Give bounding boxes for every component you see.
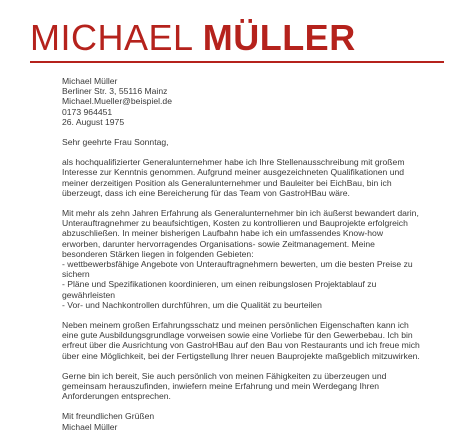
text-line: Neben meinem großen Erfahrungsschatz und meinen persönlichen Eigenschaften kann ich bbox=[62, 320, 409, 331]
letterhead-name bbox=[30, 18, 356, 58]
bullet-line: gewährleisten bbox=[62, 289, 116, 300]
sender-line: Michael Müller bbox=[62, 76, 118, 86]
header-divider bbox=[30, 61, 444, 63]
first-name: MICHAEL bbox=[30, 17, 193, 58]
signature-name: Michael Müller bbox=[62, 421, 118, 432]
bullet-line: - wettbewerbsfähige Angebote von Unterauftragnehmern bewerten, um die besten Preise zu bbox=[62, 259, 413, 270]
text-line: Interesse zur Kenntnis genommen. Aufgrund meiner ausgezeichneten Qualifikationen und bbox=[62, 167, 405, 178]
text-line: erfreut über die Ausrichtung von GastroHBau auf den Bau von Restaurants und ich freue mich bbox=[62, 340, 420, 351]
paragraph-interview bbox=[62, 371, 452, 402]
bullet-line: sichern bbox=[62, 269, 90, 280]
text-line: überzeugt, dass ich eine Bereicherung für das Team von GastroHBau wäre. bbox=[62, 187, 350, 198]
letter-date: 26. August 1975 bbox=[62, 116, 125, 127]
paragraph-intro bbox=[62, 157, 452, 198]
text-line: Gerne bin ich bereit, Sie auch persönlich von meinen Fähigkeiten zu überzeugen und bbox=[62, 370, 387, 381]
letter-body bbox=[62, 76, 452, 432]
sender-line: Berliner Str. 3, 55116 Mainz bbox=[62, 86, 168, 97]
text-line: als hochqualifizierter Generalunternehmer habe ich Ihre Stellenausschreibung mit großem bbox=[62, 157, 405, 168]
text-line: eine gute Ausbildungsgrundlage vorweisen sowie eine Vorliebe für den Gewerbebau. Ich bin bbox=[62, 330, 413, 341]
bullet-line: - Pläne und Spezifikationen koordinieren, um einen reibungslosen Projektablauf zu bbox=[62, 279, 377, 290]
sender-phone: 0173 964451 bbox=[62, 106, 113, 117]
text-line: abzuschließen. In meiner bisherigen Laufbahn habe ich ein umfassendes Know-how bbox=[62, 228, 384, 239]
closing bbox=[62, 411, 452, 431]
paragraph-qualities bbox=[62, 320, 452, 361]
text-line: erworben, darunter hervorragendes Organisations- sowie Zeitmanagement. Meine bbox=[62, 238, 375, 249]
text-line: über eine Möglichkeit, bei der Fertigstellung Ihrer neuen Bauprojekte maßgeblich mitzuwirken. bbox=[62, 350, 420, 361]
salutation: Sehr geehrte Frau Sonntag, bbox=[62, 137, 169, 148]
bullet-line: - Vor- und Nachkontrollen durchführen, um die Qualität zu beurteilen bbox=[62, 299, 322, 310]
text-line: gemeinsam herauszufinden, inwiefern meine Erfahrung und mein Werdegang Ihren bbox=[62, 381, 380, 392]
text-line: besonderen Stärken liegen in folgenden Gebieten: bbox=[62, 248, 254, 259]
sender-email: Michael.Mueller@beispiel.de bbox=[62, 96, 172, 107]
sender-address bbox=[62, 76, 452, 127]
closing-phrase: Mit freundlichen Grüßen bbox=[62, 411, 155, 422]
paragraph-experience bbox=[62, 208, 452, 310]
text-line: Unterauftragnehmer zu beaufsichtigen, Kosten zu kontrollieren und Bauprojekte erfolgreich bbox=[62, 218, 408, 229]
text-line: Anforderungen entsprechen. bbox=[62, 391, 171, 402]
text-line: meiner derzeitigen Position als Generalunternehmer und Bauleiter bei EichBau, bin ich bbox=[62, 177, 392, 188]
last-name: MÜLLER bbox=[202, 17, 356, 58]
text-line: Mit mehr als zehn Jahren Erfahrung als Generalunternehmer bin ich äußerst bewandert darin, bbox=[62, 208, 419, 219]
